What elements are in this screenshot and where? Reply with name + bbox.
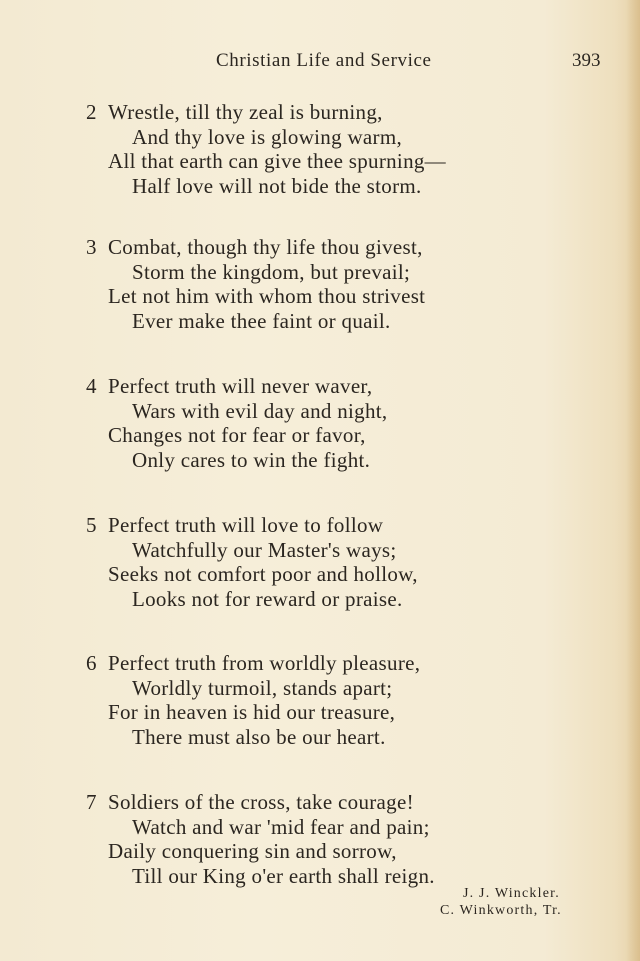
stanza-line (0, 260, 600, 285)
stanza-number: 3 (86, 235, 97, 259)
verse-line: Worldly turmoil, stands apart; (132, 675, 393, 700)
verse-line: And thy love is glowing warm, (132, 124, 403, 149)
stanza-line (0, 399, 600, 424)
verse-line: Only cares to win the fight. (132, 447, 371, 472)
verse-line: Perfect truth will never waver, (108, 374, 373, 398)
stanza-line (0, 423, 600, 448)
verse-line: Soldiers of the cross, take courage! (108, 790, 414, 814)
stanza-line (0, 839, 600, 864)
stanza-6 (0, 651, 600, 749)
stanza-line (0, 125, 600, 150)
stanza-line (0, 309, 600, 334)
stanza-3 (0, 235, 600, 333)
verse-line: Storm the kingdom, but prevail; (132, 259, 411, 284)
verse-line: Perfect truth will love to follow (108, 513, 384, 537)
verse-line: Wrestle, till thy zeal is burning, (108, 100, 383, 124)
verse-line: Wars with evil day and night, (132, 398, 388, 423)
stanza-5 (0, 513, 600, 611)
stanza-number: 4 (86, 374, 97, 398)
stanza-line (0, 374, 600, 399)
stanza-4 (0, 374, 600, 472)
verse-line: For in heaven is hid our treasure, (108, 700, 396, 724)
page-edge-shading (626, 0, 640, 961)
verse-line: Watchfully our Master's ways; (132, 537, 397, 562)
verse-line: Ever make thee faint or quail. (132, 308, 391, 333)
stanza-line (0, 815, 600, 840)
stanza-line (0, 651, 600, 676)
stanza-line (0, 513, 600, 538)
verse-line: Looks not for reward or praise. (132, 586, 403, 611)
stanza-line (0, 174, 600, 199)
author-attribution: J. J. Winckler. (463, 886, 560, 901)
stanza-2 (0, 100, 600, 198)
stanza-line (0, 725, 600, 750)
verse-line: Seeks not comfort poor and hollow, (108, 562, 418, 586)
verse-line: Perfect truth from worldly pleasure, (108, 651, 421, 675)
stanza-number: 6 (86, 651, 97, 675)
verse-line: Watch and war 'mid fear and pain; (132, 814, 430, 839)
stanza-number: 7 (86, 790, 97, 814)
stanza-number: 5 (86, 513, 97, 537)
stanza-line (0, 676, 600, 701)
translator-attribution: C. Winkworth, Tr. (440, 903, 562, 918)
verse-line: Let not him with whom thou strivest (108, 284, 426, 308)
stanza-line (0, 235, 600, 260)
page-header (0, 50, 640, 78)
stanza-line (0, 284, 600, 309)
verse-line: All that earth can give thee spurning— (108, 149, 446, 173)
stanza-line (0, 562, 600, 587)
page-number: 393 (572, 50, 601, 71)
stanza-line (0, 700, 600, 725)
stanza-7 (0, 790, 600, 888)
verse-line: Till our King o'er earth shall reign. (132, 863, 435, 888)
verse-line: Daily conquering sin and sorrow, (108, 839, 397, 863)
verse-line: Half love will not bide the storm. (132, 173, 422, 198)
stanza-line (0, 448, 600, 473)
stanza-number: 2 (86, 100, 97, 124)
verse-line: Changes not for fear or favor, (108, 423, 366, 447)
verse-line: There must also be our heart. (132, 724, 386, 749)
stanza-line (0, 538, 600, 563)
stanza-line (0, 790, 600, 815)
stanza-line (0, 864, 600, 889)
running-title: Christian Life and Service (216, 50, 432, 71)
stanza-line (0, 149, 600, 174)
stanza-line (0, 587, 600, 612)
verse-line: Combat, though thy life thou givest, (108, 235, 423, 259)
stanza-line (0, 100, 600, 125)
